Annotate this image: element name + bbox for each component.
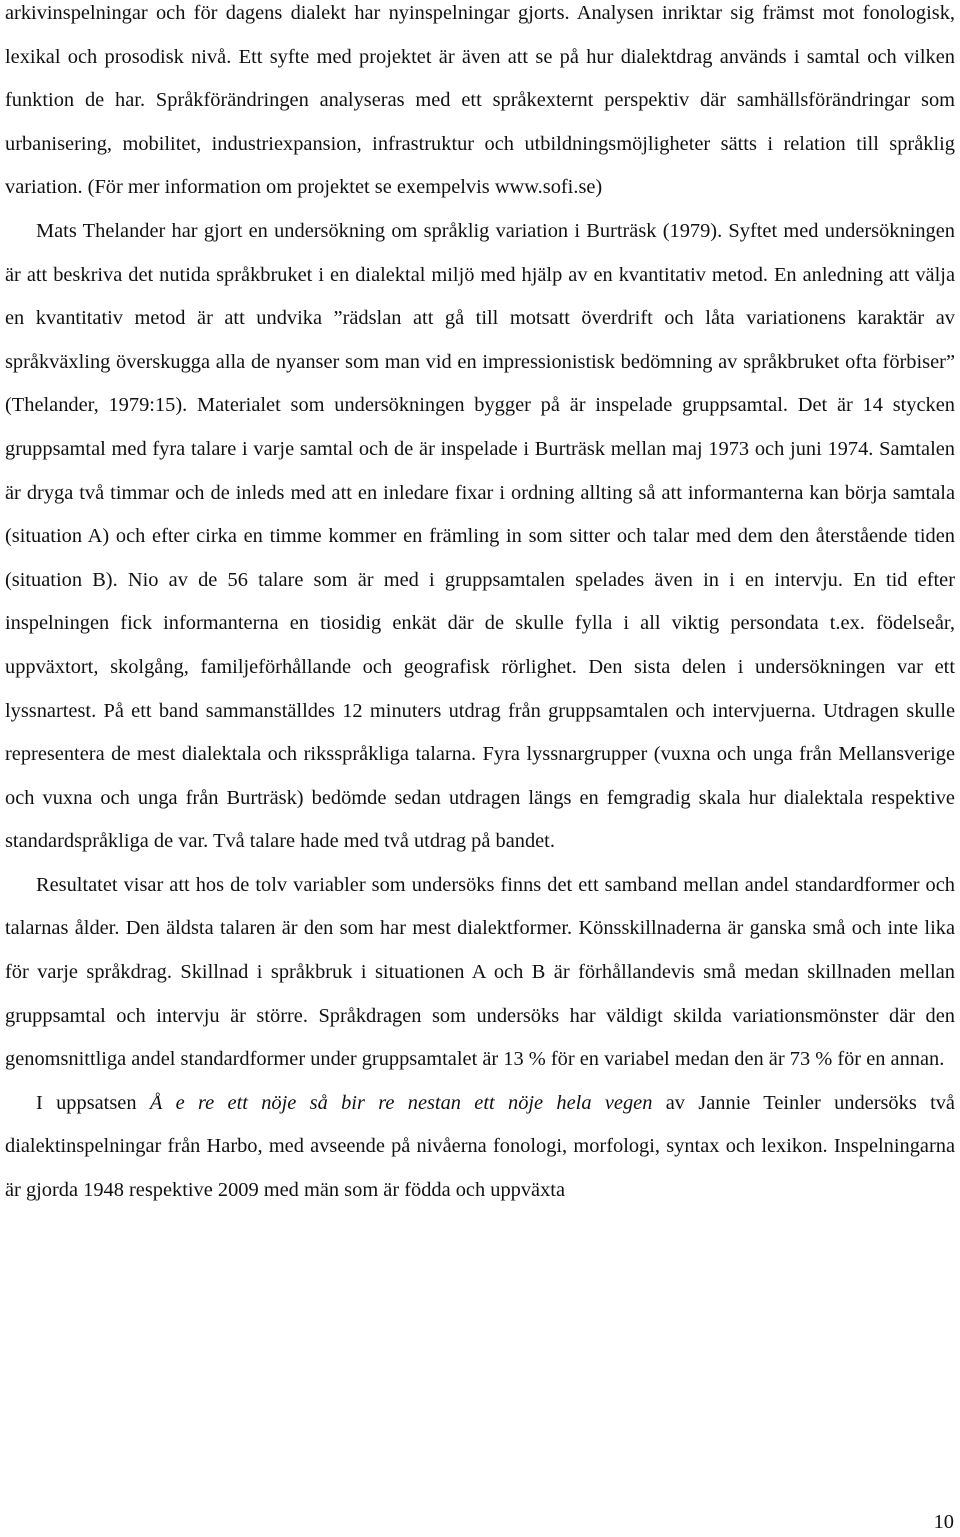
paragraph-4 (5, 1082, 955, 1213)
document-page (5, 0, 955, 1213)
paragraph-3: Resultatet visar att hos de tolv variabler som undersöks finns det ett samband mellan andel standardformer och talarnas ålder. Den äldsta talaren är den som har mest dialektformer. Könsskillnaderna är ganska små och inte lika för varje språkdrag. Skillnad i språkbruk i situationen A och B är förhållandevis små medan skillnaden mellan gruppsamtal och intervju är större. Språkdragen som undersöks har väldigt skilda variationsmönster där den genomsnittliga andel standardformer under gruppsamtalet är 13 % för en variabel medan den är 73 % för en annan. (5, 873, 955, 1071)
paragraph-1: arkivinspelningar och för dagens dialekt har nyinspelningar gjorts. Analysen inriktar sig främst mot fonologisk, lexikal och prosodisk nivå. Ett syfte med projektet är även att se på hur dialektdrag används i samtal och vilken funktion de har. Språkförändringen analyseras med ett språkexternt perspektiv där samhällsförändringar som urbanisering, mobilitet, industriexpansion, infrastruktur och utbildningsmöjligheter sätts i relation till språklig variation. (För mer information om projektet se exempelvis www.sofi.se) (5, 2, 955, 199)
paragraph-2: Mats Thelander har gjort en undersökning om språklig variation i Burträsk (1979). Syftet med undersökningen är att beskriva det nutida språkbruket i en dialektal miljö med hjälp av en kvantitativ metod. En anledning att välja en kvantitativ metod är att undvika ”rädslan att gå till motsatt överdrift och låta variationens karaktär av språkväxling överskugga alla de nyanser som man vid en impressionistisk bedömning av språkbruket ofta förbiser” (Thelander, 1979:15). Materialet som undersökningen bygger på är inspelade gruppsamtal. Det är 14 stycken gruppsamtal med fyra talare i varje samtal och de är inspelade i Burträsk mellan maj 1973 och juni 1974. Samtalen är dryga två timmar och de inleds med att en inledare fixar i ordning allting så att informanterna kan börja samtala (situation A) och efter cirka en timme kommer en främling in som sitter och talar med dem den återstående tiden (situation B). Nio av de 56 talare som är med i gruppsamtalen spelades även in i en intervju. En tid efter inspelningen fick informanterna en tiosidig enkät där de skulle fylla i all viktig persondata t.ex. födelseår, uppväxtort, skolgång, familjeförhållande och geografisk rörlighet. Den sista delen i undersökningen var ett lyssnartest. På ett band sammanställdes 12 minuters utdrag från gruppsamtalen och intervjuerna. Utdragen skulle representera de mest dialektala och riksspråkliga talarna. Fyra lyssnargrupper (vuxna och unga från Mellansverige och vuxna och unga från Burträsk) bedömde sedan utdragen längs en femgradig skala hur dialektala respektive standardspråkliga de var. Två talare hade med två utdrag på bandet. (5, 219, 955, 853)
paragraph-4-rest: av Jannie Teinler undersöks två dialektinspelningar från Harbo, med avseende på nivåerna fonologi, morfologi, syntax och lexikon. Inspelningarna är gjorda 1948 respektive 2009 med män som är födda och uppväxta (5, 1091, 955, 1202)
page-number: 10 (933, 1511, 954, 1533)
paragraph-4-lead: I uppsatsen (36, 1091, 150, 1114)
essay-title: Å e re ett nöje så bir re nestan ett nöje hela vegen (149, 1091, 653, 1114)
